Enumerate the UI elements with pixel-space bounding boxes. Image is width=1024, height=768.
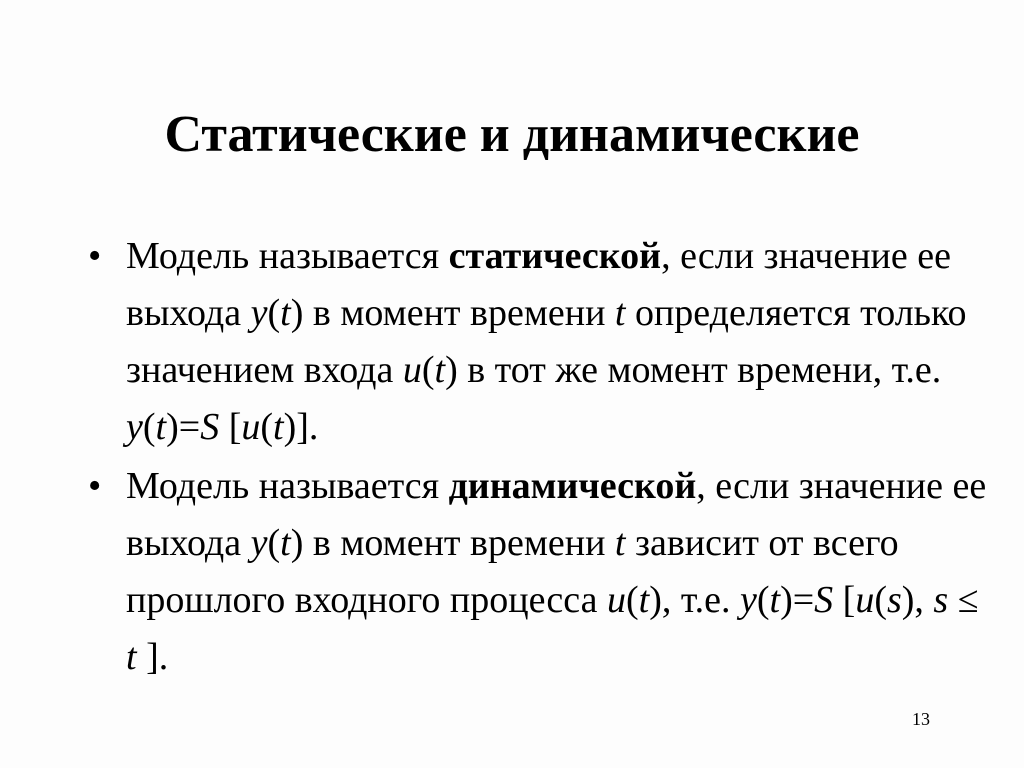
- bullet-icon: •: [88, 235, 102, 277]
- text-segment: Модель называется: [126, 235, 449, 277]
- var-y: y: [250, 292, 268, 334]
- bullet-icon: •: [88, 465, 102, 507]
- text-segment: )].: [283, 406, 319, 448]
- page-number: 13: [912, 709, 930, 729]
- bullet-static-model: [86, 228, 996, 456]
- var-u: u: [606, 579, 626, 621]
- paren: (: [756, 579, 770, 621]
- equals: )=: [166, 406, 201, 448]
- var-t: t: [280, 292, 291, 334]
- var-t: t: [434, 349, 446, 391]
- paren: (: [874, 579, 887, 621]
- var-t: t: [614, 292, 626, 334]
- var-t: t: [638, 579, 650, 621]
- var-S: S: [814, 579, 834, 621]
- text-segment: Модель называется: [126, 465, 449, 507]
- var-t: t: [126, 636, 137, 678]
- text-segment: ),: [901, 579, 934, 621]
- text-segment: ), т.е.: [649, 579, 740, 621]
- paren: (: [267, 292, 281, 334]
- bullet-text: [126, 235, 967, 448]
- var-u: u: [855, 579, 875, 621]
- paren: (: [625, 579, 639, 621]
- text-segment: ].: [136, 636, 169, 678]
- var-u: u: [241, 406, 261, 448]
- bracket: [: [219, 406, 242, 448]
- var-t: t: [769, 579, 781, 621]
- var-s: s: [933, 579, 949, 621]
- paren: (: [421, 349, 435, 391]
- less-equal-sign: ≤: [948, 579, 979, 621]
- bracket: [: [833, 579, 856, 621]
- var-t: t: [155, 406, 167, 448]
- var-t: t: [614, 522, 626, 564]
- equals: )=: [780, 579, 815, 621]
- var-y: y: [250, 522, 268, 564]
- paren: (: [267, 522, 281, 564]
- var-y: y: [739, 579, 757, 621]
- bullet-list: [86, 228, 996, 688]
- var-t: t: [280, 522, 291, 564]
- var-S: S: [200, 406, 220, 448]
- slide-title: Статические и динамические: [164, 106, 860, 163]
- var-u: u: [402, 349, 422, 391]
- term-dynamic: динамической: [448, 465, 697, 507]
- text-segment: зависит от всего прошлого входного процесса: [126, 522, 899, 621]
- paren: (: [142, 406, 156, 448]
- paren: (: [260, 406, 273, 448]
- text-segment: ) в тот же момент времени, т.е.: [445, 349, 942, 391]
- text-segment: , если значение ее выхода: [126, 235, 951, 334]
- text-segment: , если значение ее выхода: [126, 465, 987, 564]
- term-static: статической: [448, 235, 662, 277]
- bullet-dynamic-model: [86, 458, 996, 686]
- bullet-text: [126, 465, 986, 678]
- var-y: y: [126, 406, 143, 448]
- text-segment: определяется только значением входа: [126, 292, 967, 391]
- text-segment: ) в момент времени: [290, 292, 615, 334]
- var-t: t: [273, 406, 284, 448]
- var-s: s: [886, 579, 902, 621]
- text-segment: ) в момент времени: [290, 522, 615, 564]
